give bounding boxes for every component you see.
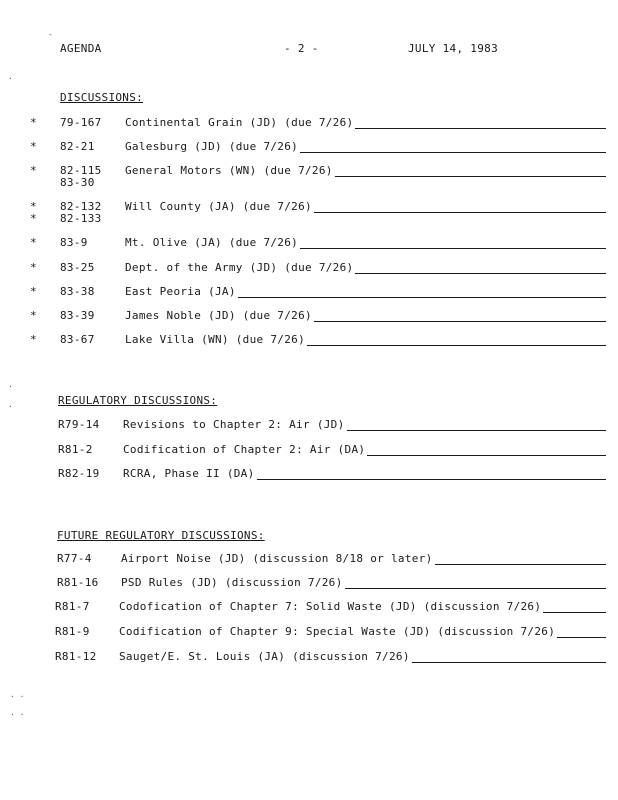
item-line bbox=[123, 443, 606, 456]
star-marker: * bbox=[30, 164, 37, 177]
fill-line bbox=[300, 141, 606, 153]
item-description: RCRA, Phase II (DA) bbox=[123, 467, 255, 480]
docket-number: R81-2 bbox=[58, 443, 93, 456]
item-line bbox=[125, 333, 606, 346]
docket-number: 82-132 bbox=[60, 200, 102, 213]
fill-line bbox=[238, 286, 606, 298]
docket-number: 82-21 bbox=[60, 140, 95, 153]
future-regulatory-title: FUTURE REGULATORY DISCUSSIONS: bbox=[57, 529, 265, 542]
item-description: Airport Noise (JD) (discussion 8/18 or later) bbox=[121, 552, 433, 565]
fill-line bbox=[314, 201, 606, 213]
item-line bbox=[123, 467, 606, 480]
scan-speck: - bbox=[48, 30, 53, 39]
item-description: Codification of Chapter 9: Special Waste (JD) (discussion 7/26) bbox=[119, 625, 556, 638]
discussion-row bbox=[0, 164, 618, 189]
item-line bbox=[121, 552, 606, 565]
item-description: General Motors (WN) (due 7/26) bbox=[125, 164, 333, 177]
docket-number: 83-67 bbox=[60, 333, 95, 346]
regulatory-row bbox=[0, 418, 618, 432]
future-row bbox=[0, 600, 618, 614]
regulatory-row bbox=[0, 443, 618, 457]
item-line bbox=[125, 236, 606, 249]
fill-line bbox=[257, 468, 606, 480]
fill-line bbox=[345, 577, 606, 589]
future-row bbox=[0, 552, 618, 566]
discussions-title: DISCUSSIONS: bbox=[60, 91, 144, 104]
fill-line bbox=[367, 444, 606, 456]
discussion-row bbox=[0, 200, 618, 225]
fill-line bbox=[355, 117, 606, 129]
discussion-row bbox=[0, 116, 618, 130]
item-line bbox=[125, 164, 606, 177]
item-description: East Peoria (JA) bbox=[125, 285, 236, 298]
header-page-number: - 2 - bbox=[284, 42, 319, 55]
fill-line bbox=[314, 310, 606, 322]
scan-speck: . bbox=[8, 380, 13, 389]
star-marker: * bbox=[30, 236, 37, 249]
item-description: Revisions to Chapter 2: Air (JD) bbox=[123, 418, 345, 431]
fill-line bbox=[412, 651, 606, 663]
future-row bbox=[0, 576, 618, 590]
item-line bbox=[119, 625, 606, 638]
scan-speck: . . bbox=[10, 708, 25, 717]
docket-number: R81-12 bbox=[55, 650, 97, 663]
item-description: Lake Villa (WN) (due 7/26) bbox=[125, 333, 305, 346]
docket-number-secondary: 83-30 bbox=[60, 176, 95, 189]
item-description: Dept. of the Army (JD) (due 7/26) bbox=[125, 261, 354, 274]
item-description: Codification of Chapter 2: Air (DA) bbox=[123, 443, 366, 456]
fill-line bbox=[307, 334, 606, 346]
item-description: Continental Grain (JD) (due 7/26) bbox=[125, 116, 354, 129]
star-marker: * bbox=[30, 309, 37, 322]
item-description: PSD Rules (JD) (discussion 7/26) bbox=[121, 576, 343, 589]
scan-speck: . . bbox=[10, 690, 25, 699]
scan-speck: . bbox=[8, 72, 13, 81]
item-line bbox=[125, 285, 606, 298]
docket-number: 83-9 bbox=[60, 236, 88, 249]
star-marker: * bbox=[30, 285, 37, 298]
item-description: James Noble (JD) (due 7/26) bbox=[125, 309, 312, 322]
item-line bbox=[123, 418, 606, 431]
docket-number: 82-115 bbox=[60, 164, 102, 177]
header-agenda-label: AGENDA bbox=[60, 42, 102, 55]
item-line bbox=[125, 261, 606, 274]
item-description: Will County (JA) (due 7/26) bbox=[125, 200, 312, 213]
docket-number: 79-167 bbox=[60, 116, 102, 129]
docket-number: 83-39 bbox=[60, 309, 95, 322]
fill-line bbox=[300, 237, 606, 249]
item-line bbox=[121, 576, 606, 589]
discussion-row bbox=[0, 236, 618, 250]
scan-speck: . bbox=[8, 400, 13, 409]
star-marker-secondary: * bbox=[30, 212, 37, 225]
fill-line bbox=[557, 626, 606, 638]
discussion-row bbox=[0, 309, 618, 323]
item-description: Codofication of Chapter 7: Solid Waste (JD) (discussion 7/26) bbox=[119, 600, 542, 613]
discussion-row bbox=[0, 140, 618, 154]
fill-line bbox=[355, 262, 606, 274]
docket-number: 83-25 bbox=[60, 261, 95, 274]
item-line bbox=[125, 140, 606, 153]
star-marker: * bbox=[30, 200, 37, 213]
star-marker: * bbox=[30, 333, 37, 346]
docket-number: R81-7 bbox=[55, 600, 90, 613]
fill-line bbox=[335, 165, 606, 177]
star-marker: * bbox=[30, 140, 37, 153]
fill-line bbox=[543, 601, 606, 613]
fill-line bbox=[435, 553, 606, 565]
star-marker: * bbox=[30, 116, 37, 129]
regulatory-title: REGULATORY DISCUSSIONS: bbox=[58, 394, 218, 407]
star-marker: * bbox=[30, 261, 37, 274]
item-description: Mt. Olive (JA) (due 7/26) bbox=[125, 236, 299, 249]
discussion-row bbox=[0, 333, 618, 347]
item-line bbox=[119, 600, 606, 613]
item-description: Galesburg (JD) (due 7/26) bbox=[125, 140, 299, 153]
item-line bbox=[119, 650, 606, 663]
docket-number: R79-14 bbox=[58, 418, 100, 431]
item-line bbox=[125, 309, 606, 322]
docket-number: R81-16 bbox=[57, 576, 99, 589]
fill-line bbox=[347, 419, 606, 431]
discussion-row bbox=[0, 261, 618, 275]
item-line bbox=[125, 116, 606, 129]
item-line bbox=[125, 200, 606, 213]
regulatory-row bbox=[0, 467, 618, 481]
future-row bbox=[0, 625, 618, 639]
docket-number: R77-4 bbox=[57, 552, 92, 565]
header-date: JULY 14, 1983 bbox=[408, 42, 498, 55]
docket-number: R82-19 bbox=[58, 467, 100, 480]
docket-number-secondary: 82-133 bbox=[60, 212, 102, 225]
discussion-row bbox=[0, 285, 618, 299]
docket-number: R81-9 bbox=[55, 625, 90, 638]
docket-number: 83-38 bbox=[60, 285, 95, 298]
future-row bbox=[0, 650, 618, 664]
item-description: Sauget/E. St. Louis (JA) (discussion 7/26) bbox=[119, 650, 410, 663]
